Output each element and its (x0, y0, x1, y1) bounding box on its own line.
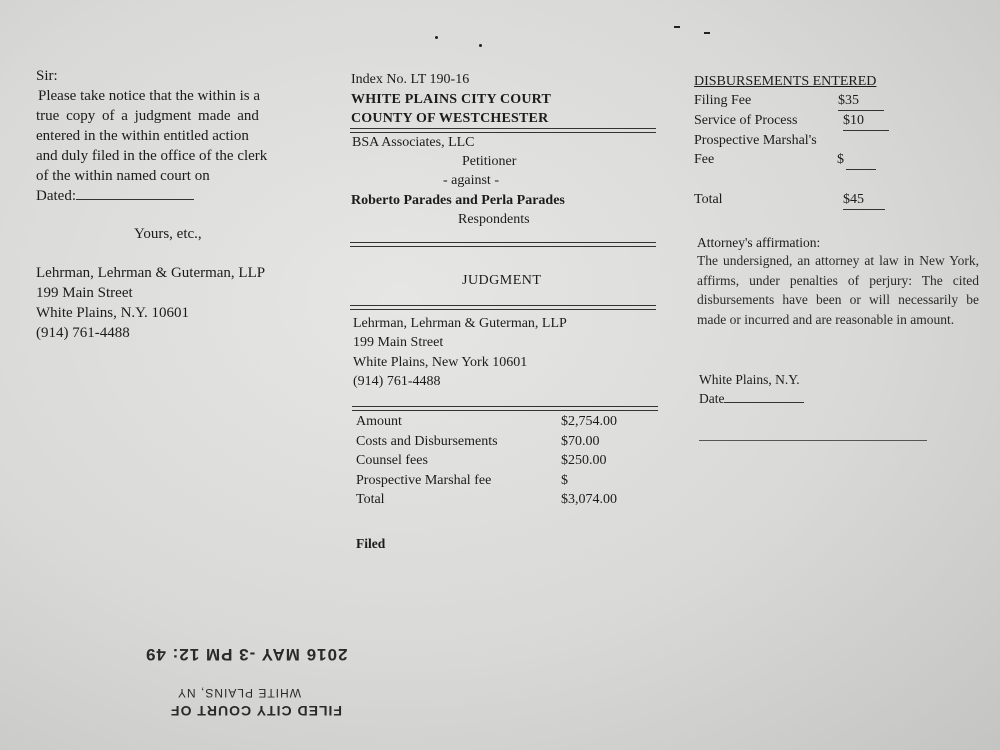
fee-row (356, 453, 641, 473)
firm-phone: (914) 761-4488 (353, 374, 441, 389)
fee-label: Counsel fees (356, 453, 428, 468)
fees-table (356, 414, 641, 512)
against-text: - against - (443, 173, 499, 188)
fee-row (356, 414, 641, 434)
firm-street: 199 Main Street (353, 335, 444, 350)
ink-mark (674, 26, 680, 28)
filing-fee-value (838, 91, 884, 111)
disbursements-heading: DISBURSEMENTS ENTERED (694, 74, 877, 89)
fee-label: Prospective Marshal fee (356, 472, 492, 488)
dated-blank (76, 199, 194, 200)
fee-value: $70.00 (561, 433, 600, 449)
affirmation-place: White Plains, N.Y. (699, 372, 800, 387)
service-amount: $10 (843, 111, 889, 131)
service-label: Service of Process (694, 113, 798, 128)
filed-label: Filed (356, 536, 386, 551)
respondent-label: Respondents (458, 212, 530, 227)
total-amount: $45 (843, 190, 885, 210)
divider (352, 406, 658, 411)
filing-stamp-city: WHITE PLAINS, NY (177, 686, 302, 700)
respondent-names: Roberto Parades and Perla Parades (351, 193, 565, 208)
firm-street: 199 Main Street (36, 285, 133, 301)
divider (350, 242, 656, 247)
filing-fee-label: Filing Fee (694, 93, 752, 108)
filing-stamp-date: 2016 MAY -3 PM 12: 49 (145, 645, 348, 664)
marshal-amount: $ (837, 152, 844, 167)
fee-row (356, 473, 641, 493)
notice-column (36, 66, 308, 343)
firm-city: White Plains, N.Y. 10601 (36, 305, 190, 321)
total-label: Total (694, 192, 723, 207)
date-label: Date (699, 391, 725, 406)
petitioner-label: Petitioner (462, 154, 517, 169)
notice-line: Please take notice that the within is a (38, 88, 261, 104)
notice-line: and duly filed in the office of the clerk (36, 148, 268, 164)
marshal-label-fee: Fee (694, 152, 715, 167)
fee-row (356, 492, 641, 512)
notice-line: entered in the within entitled action (36, 128, 249, 144)
document-title: JUDGMENT (462, 273, 542, 288)
dated-label: Dated: (36, 188, 76, 204)
index-number: Index No. LT 190-16 (351, 72, 470, 87)
signature-line (699, 440, 927, 441)
fee-value: $250.00 (561, 453, 607, 468)
fee-label: Amount (356, 414, 402, 429)
affirmation-text: The undersigned, an attorney at law in New York, affirms, under penalties of perjury: The cited disbursements have been or will necessarily be made or incurred and are reasonable in amount. (697, 253, 979, 327)
dated-line (36, 186, 308, 206)
filing-fee-amount: $35 (838, 91, 884, 111)
fee-value: $2,754.00 (561, 414, 617, 429)
filing-stamp-court: FILED CITY COURT OF (170, 703, 342, 719)
service-value (843, 111, 889, 131)
firm-phone: (914) 761-4488 (36, 325, 130, 341)
date-blank (724, 402, 804, 403)
firm-city: White Plains, New York 10601 (353, 355, 528, 370)
salutation: Sir: (36, 68, 58, 84)
county-name: COUNTY OF WESTCHESTER (351, 111, 549, 126)
notice-line: of the within named court on (36, 168, 210, 184)
notice-line: true copy of a judgment made and (36, 108, 259, 124)
affirmation-heading: Attorney's affirmation: (697, 235, 821, 250)
fee-row (356, 434, 641, 454)
fee-label: Costs and Disbursements (356, 433, 498, 449)
marshal-label: Prospective Marshal's (694, 133, 817, 148)
petitioner-name: BSA Associates, LLC (352, 135, 475, 150)
ink-mark (704, 32, 710, 34)
court-name: WHITE PLAINS CITY COURT (351, 92, 552, 107)
fee-value: $ (561, 472, 568, 488)
marshal-blank (846, 150, 876, 170)
ink-speck (435, 36, 438, 39)
closing: Yours, etc., (134, 226, 202, 242)
fee-label: Total (356, 492, 385, 507)
fee-value: $3,074.00 (561, 492, 617, 507)
marshal-value (837, 150, 876, 170)
total-value (843, 190, 885, 210)
firm-name: Lehrman, Lehrman & Guterman, LLP (353, 316, 567, 331)
firm-name: Lehrman, Lehrman & Guterman, LLP (36, 265, 266, 281)
divider (350, 305, 656, 310)
date-line (699, 389, 804, 408)
ink-speck (479, 44, 482, 47)
